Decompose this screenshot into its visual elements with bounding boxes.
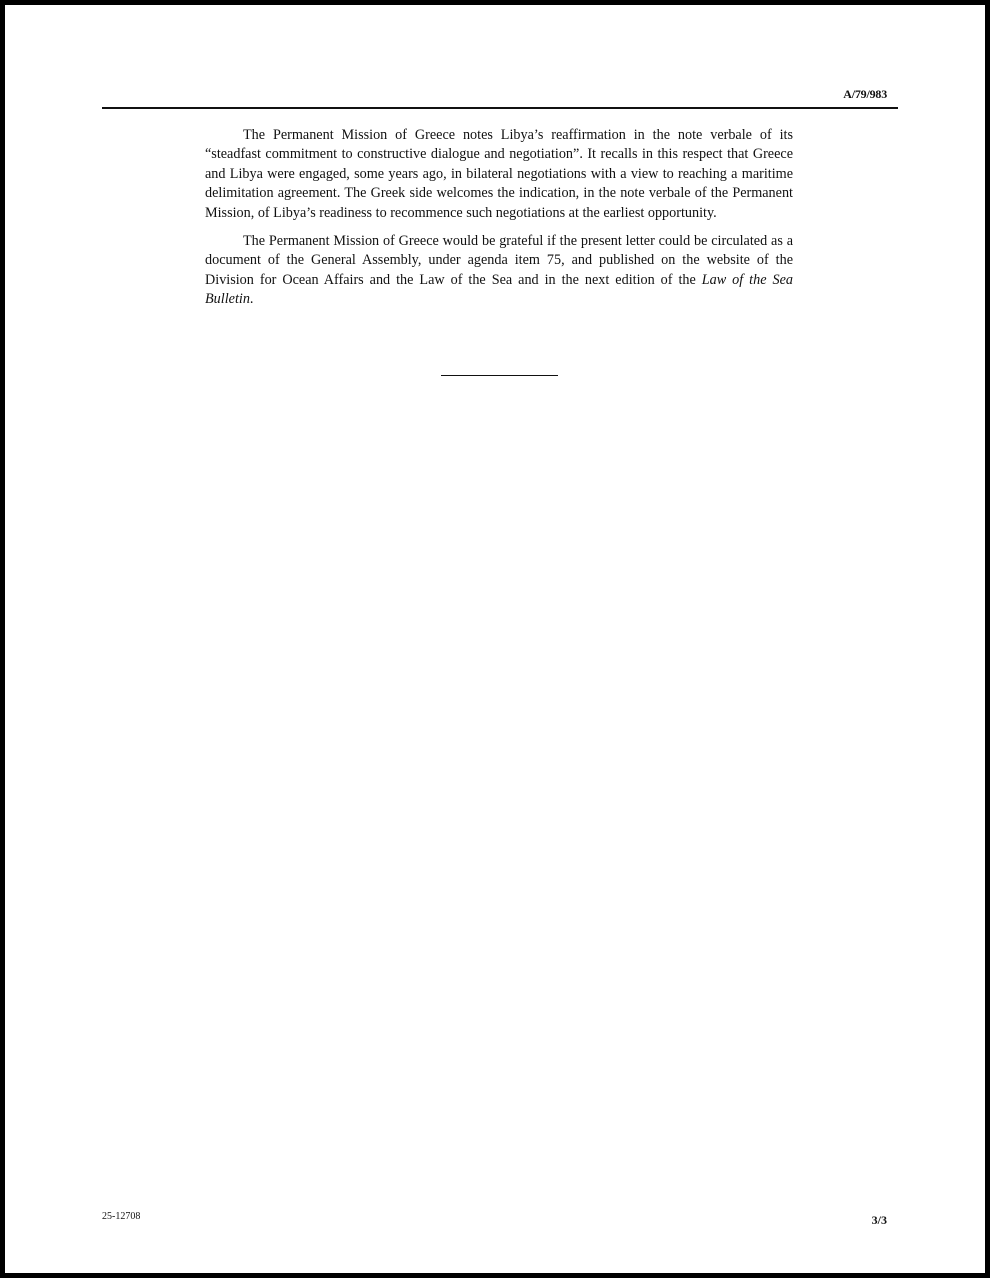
paragraph-2-end: . [249, 291, 254, 308]
document-symbol: A/79/983 [843, 87, 887, 101]
paragraph-2-text: The Permanent Mission of Greece would be grateful if the present letter could be circulated as a document of the General Assembly, under agenda item 75, and published on the website of the Division for Ocean Affairs and the Law of the Sea and in the next edition of the [205, 233, 793, 288]
letter-body [205, 126, 793, 319]
header-rule [102, 107, 898, 109]
paragraph-2 [205, 232, 793, 310]
bulletin-title: Law of the Sea Bulletin [205, 271, 793, 308]
job-number: 25-12708 [102, 1211, 141, 1222]
end-of-document-rule [441, 375, 558, 376]
paragraph-1: The Permanent Mission of Greece notes Libya’s reaffirmation in the note verbale of its “steadfast commitment to constructive dialogue and negotiation”. It recalls in this respect that Greece and Libya were engaged, some years ago, in bilateral negotiations with a view to reaching a maritime delimitation agreement. The Greek side welcomes the indication, in the note verbale of the Permanent Mission, of Libya’s readiness to recommence such negotiations at the earliest opportunity. [205, 127, 793, 221]
page-number: 3/3 [871, 1213, 887, 1227]
